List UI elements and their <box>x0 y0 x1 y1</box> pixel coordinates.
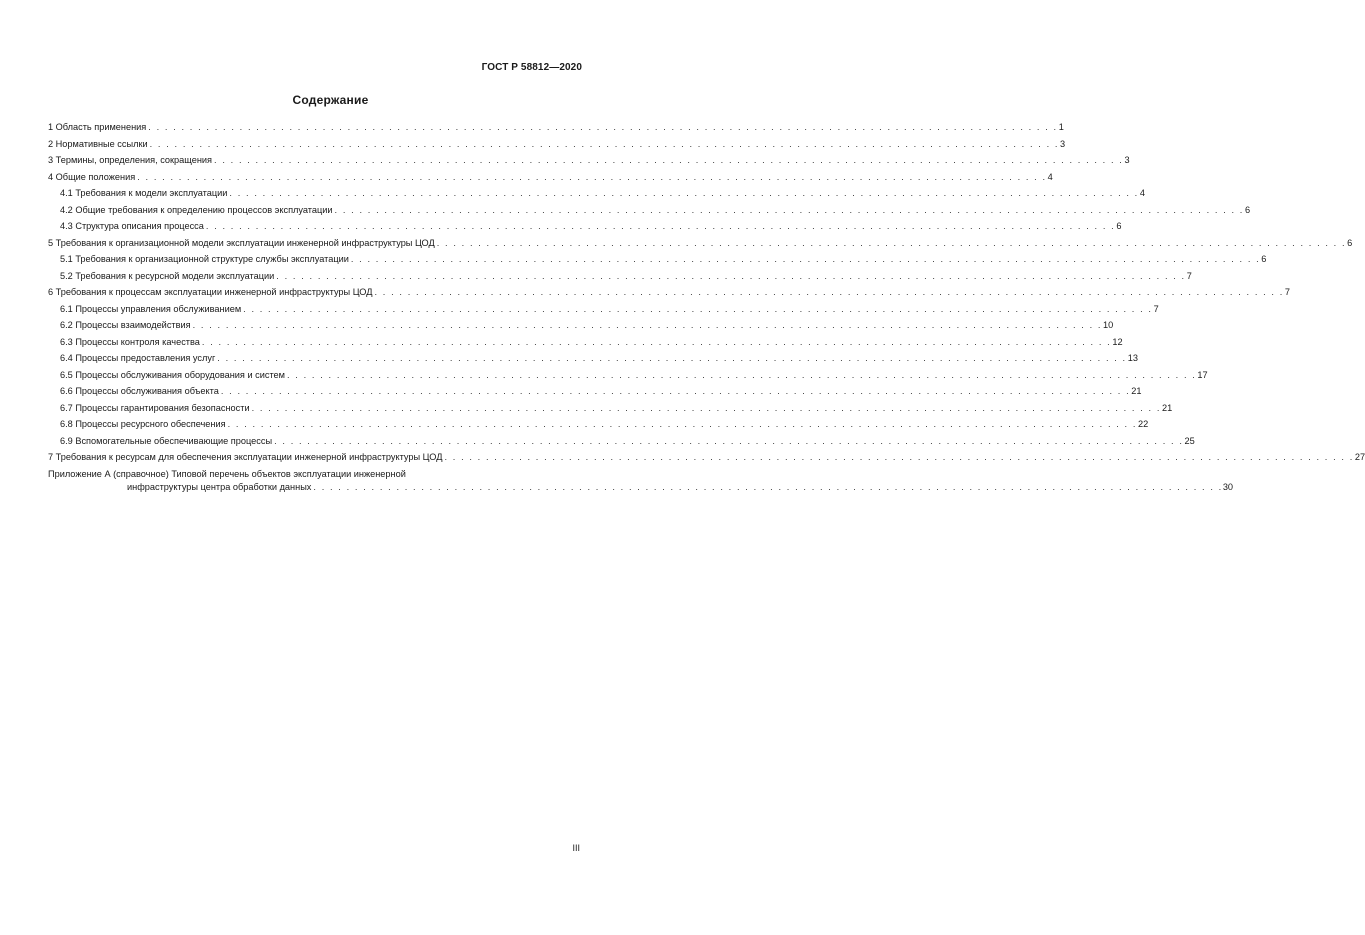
dot-leader: . . . . . . . . . . . . . . . . . . . . . . . . . . . . . . . . . . . . . . . . . . . . . . . . . . . . . . . . . . . . . . . . . . . . . . . . . . . . . . . . . . . . . . . . . . . . . . . . . . . . . . . . . . . . . . <box>243 303 1153 314</box>
appendix-title-line-2-row <box>48 481 1234 494</box>
toc-entry-text: 6.8 Процессы ресурсного обеспечения <box>60 419 226 429</box>
table-of-contents <box>48 119 1365 494</box>
toc-entry-text: 6.6 Процессы обслуживания объекта <box>60 386 219 396</box>
dot-leader: . . . . . . . . . . . . . . . . . . . . . . . . . . . . . . . . . . . . . . . . . . . . . . . . . . . . . . . . . . . . . . . . . . . . . . . . . . . . . . . . . . . . . . . . . . . . . . . . . . . . . . . . . . . . . . <box>217 353 1127 363</box>
dot-leader: . . . . . . . . . . . . . . . . . . . . . . . . . . . . . . . . . . . . . . . . . . . . . . . . . . . . . . . . . . . . . . . . . . . . . . . . . . . . . . . . . . . . . . . . . . . . . . . . . . . . . . . . . . . . . . <box>214 155 1124 165</box>
toc-entry-text: 5.2 Требования к ресурсной модели эксплуатации <box>60 270 275 281</box>
toc-entry-text: 6.2 Процессы взаимодействия <box>60 320 191 330</box>
toc-entry-4-2[interactable] <box>48 202 1251 219</box>
dot-leader: . . . . . . . . . . . . . . . . . . . . . . . . . . . . . . . . . . . . . . . . . . . . . . . . . . . . . . . . . . . . . . . . . . . . . . . . . . . . . . . . . . . . . . . . . . . . . . . . . . . . . . . . . . . . . . <box>192 320 1103 330</box>
toc-page-number: 17 <box>1197 369 1208 380</box>
toc-entry-text: 6.1 Процессы управления обслуживанием <box>60 303 242 314</box>
dot-leader: . . . . . . . . . . . . . . . . . . . . . . . . . . . . . . . . . . . . . . . . . . . . . . . . . . . . . . . . . . . . . . . . . . . . . . . . . . . . . . . . . . . . . . . . . . . . . . . . . . . . . . . . . . . . . . <box>334 204 1244 215</box>
toc-page-number: 4 <box>1139 188 1145 198</box>
toc-entry-appendix-a[interactable] <box>48 468 1234 494</box>
toc-entry-6-7[interactable] <box>48 400 1173 417</box>
dot-leader: . . . . . . . . . . . . . . . . . . . . . . . . . . . . . . . . . . . . . . . . . . . . . . . . . . . . . . . . . . . . . . . . . . . . . . . . . . . . . . . . . . . . . . . . . . . . . . . . . . . . . . . . . . . . . . <box>149 138 1060 149</box>
toc-page-number: 12 <box>1112 336 1123 347</box>
toc-entry-text: 4.3 Структура описания процесса <box>60 221 204 231</box>
toc-page-number: 3 <box>1124 155 1130 165</box>
toc-entry-text: 4 Общие положения <box>48 171 136 182</box>
dot-leader: . . . . . . . . . . . . . . . . . . . . . . . . . . . . . . . . . . . . . . . . . . . . . . . . . . . . . . . . . . . . . . . . . . . . . . . . . . . . . . . . . . . . . . . . . . . . . . . . . . . . . . . . . . . . . . <box>276 270 1186 281</box>
dot-leader: . . . . . . . . . . . . . . . . . . . . . . . . . . . . . . . . . . . . . . . . . . . . . . . . . . . . . . . . . . . . . . . . . . . . . . . . . . . . . . . . . . . . . . . . . . . . . . . . . . . . . . . . . . . . . . <box>286 369 1197 380</box>
page-number: III <box>572 843 580 853</box>
dot-leader: . . . . . . . . . . . . . . . . . . . . . . . . . . . . . . . . . . . . . . . . . . . . . . . . . . . . . . . . . . . . . . . . . . . . . . . . . . . . . . . . . . . . . . . . . . . . . . . . . . . . . . . . . . . . . . <box>444 452 1354 462</box>
toc-entry-2[interactable] <box>48 136 1066 153</box>
toc-entry-1[interactable] <box>48 119 1064 136</box>
toc-page-number: 6 <box>1347 237 1353 248</box>
toc-page-number: 22 <box>1138 419 1149 429</box>
dot-leader: . . . . . . . . . . . . . . . . . . . . . . . . . . . . . . . . . . . . . . . . . . . . . . . . . . . . . . . . . . . . . . . . . . . . . . . . . . . . . . . . . . . . . . . . . . . . . . . . . . . . . . . . . . . . . . <box>274 435 1184 446</box>
toc-page-number: 13 <box>1127 353 1138 363</box>
toc-entry-text: 7 Требования к ресурсам для обеспечения эксплуатации инженерной инфраструктуры ЦОД <box>48 452 443 462</box>
dot-leader: . . . . . . . . . . . . . . . . . . . . . . . . . . . . . . . . . . . . . . . . . . . . . . . . . . . . . . . . . . . . . . . . . . . . . . . . . . . . . . . . . . . . . . . . . . . . . . . . . . . . . . . . . . . . . . <box>350 254 1261 264</box>
document-code: ГОСТ Р 58812—2020 <box>481 62 582 73</box>
toc-entry-6-1[interactable] <box>48 301 1159 318</box>
appendix-title-line-2: инфраструктуры центра обработки данных <box>127 481 312 492</box>
toc-page-number: 7 <box>1186 270 1192 281</box>
toc-page-number: 6 <box>1116 221 1122 231</box>
toc-entry-text: 4.2 Общие требования к определению процессов эксплуатации <box>60 204 333 215</box>
toc-page-number: 30 <box>1222 481 1234 492</box>
toc-entry-text: 6.5 Процессы обслуживания оборудования и систем <box>60 369 285 380</box>
toc-entry-text: 6.9 Вспомогательные обеспечивающие процессы <box>60 435 273 446</box>
toc-page-number: 25 <box>1184 435 1195 446</box>
dot-leader: . . . . . . . . . . . . . . . . . . . . . . . . . . . . . . . . . . . . . . . . . . . . . . . . . . . . . . . . . . . . . . . . . . . . . . . . . . . . . . . . . . . . . . . . . . . . . . . . . . . . . . . . . . . . . . <box>148 122 1058 132</box>
dot-leader: . . . . . . . . . . . . . . . . . . . . . . . . . . . . . . . . . . . . . . . . . . . . . . . . . . . . . . . . . . . . . . . . . . . . . . . . . . . . . . . . . . . . . . . . . . . . . . . . . . . . . . . . . . . . . . <box>374 287 1284 297</box>
dot-leader: . . . . . . . . . . . . . . . . . . . . . . . . . . . . . . . . . . . . . . . . . . . . . . . . . . . . . . . . . . . . . . . . . . . . . . . . . . . . . . . . . . . . . . . . . . . . . . . . . . . . . . . . . . . . . . <box>201 336 1112 347</box>
toc-entry-4-3[interactable] <box>48 218 1122 235</box>
toc-page-number: 7 <box>1284 287 1291 297</box>
toc-entry-text: 5 Требования к организационной модели эксплуатации инженерной инфраструктуры ЦОД <box>48 237 435 248</box>
toc-page-number: 10 <box>1103 320 1114 330</box>
toc-page-number: 1 <box>1058 122 1064 132</box>
toc-entry-6-4[interactable] <box>48 350 1138 367</box>
toc-entry-6-6[interactable] <box>48 383 1142 400</box>
toc-entry-5-2[interactable] <box>48 268 1192 285</box>
toc-entry-text: 3 Термины, определения, сокращения <box>48 155 213 165</box>
toc-entry-6-8[interactable] <box>48 416 1149 433</box>
toc-entry-3[interactable] <box>48 152 1130 169</box>
dot-leader: . . . . . . . . . . . . . . . . . . . . . . . . . . . . . . . . . . . . . . . . . . . . . . . . . . . . . . . . . . . . . . . . . . . . . . . . . . . . . . . . . . . . . . . . . . . . . . . . . . . . . . . . . . . . . . <box>436 237 1347 248</box>
toc-page-number: 6 <box>1261 254 1267 264</box>
toc-entry-6-5[interactable] <box>48 367 1208 384</box>
toc-entry-4[interactable] <box>48 169 1053 186</box>
toc-entry-5[interactable] <box>48 235 1353 252</box>
appendix-title-line-1: Приложение А (справочное) Типовой перечень объектов эксплуатации инженерной <box>48 468 406 479</box>
toc-entry-text: 6.3 Процессы контроля качества <box>60 336 200 347</box>
toc-page-number: 7 <box>1153 303 1159 314</box>
toc-page-number: 21 <box>1162 402 1173 413</box>
toc-page-number: 4 <box>1047 171 1053 182</box>
toc-page-number: 21 <box>1131 386 1142 396</box>
dot-leader: . . . . . . . . . . . . . . . . . . . . . . . . . . . . . . . . . . . . . . . . . . . . . . . . . . . . . . . . . . . . . . . . . . . . . . . . . . . . . . . . . . . . . . . . . . . . . . . . . . . . . . . . . . . . . . <box>227 419 1138 429</box>
toc-page-number: 27 <box>1354 452 1365 462</box>
dot-leader: . . . . . . . . . . . . . . . . . . . . . . . . . . . . . . . . . . . . . . . . . . . . . . . . . . . . . . . . . . . . . . . . . . . . . . . . . . . . . . . . . . . . . . . . . . . . . . . . . . . . . . . . . . . . . . <box>220 386 1131 396</box>
toc-entry-4-1[interactable] <box>48 185 1145 202</box>
toc-entry-text: 2 Нормативные ссылки <box>48 138 148 149</box>
dot-leader: . . . . . . . . . . . . . . . . . . . . . . . . . . . . . . . . . . . . . . . . . . . . . . . . . . . . . . . . . . . . . . . . . . . . . . . . . . . . . . . . . . . . . . . . . . . . . . . . . . . . . . . . . . . . . . <box>137 171 1047 182</box>
toc-entry-text: 1 Область применения <box>48 122 147 132</box>
toc-page-number: 6 <box>1244 204 1251 215</box>
toc-entry-6-2[interactable] <box>48 317 1114 334</box>
toc-entry-text: 4.1 Требования к модели эксплуатации <box>60 188 228 198</box>
dot-leader: . . . . . . . . . . . . . . . . . . . . . . . . . . . . . . . . . . . . . . . . . . . . . . . . . . . . . . . . . . . . . . . . . . . . . . . . . . . . . . . . . . . . . . . . . . . . . . . . . . . . . . . . . . . . . . <box>205 221 1116 231</box>
dot-leader: . . . . . . . . . . . . . . . . . . . . . . . . . . . . . . . . . . . . . . . . . . . . . . . . . . . . . . . . . . . . . . . . . . . . . . . . . . . . . . . . . . . . . . . . . . . . . . . . . . . . . . . . . . . . . . <box>229 188 1139 198</box>
toc-entry-6-9[interactable] <box>48 433 1195 450</box>
toc-entry-text: 6.4 Процессы предоставления услуг <box>60 353 216 363</box>
dot-leader: . . . . . . . . . . . . . . . . . . . . . . . . . . . . . . . . . . . . . . . . . . . . . . . . . . . . . . . . . . . . . . . . . . . . . . . . . . . . . . . . . . . . . . . . . . . . . . . . . . . . . . . . . . . . . . <box>313 481 1223 492</box>
toc-entry-text: 6.7 Процессы гарантирования безопасности <box>60 402 250 413</box>
toc-title: Содержание <box>292 93 369 107</box>
dot-leader: . . . . . . . . . . . . . . . . . . . . . . . . . . . . . . . . . . . . . . . . . . . . . . . . . . . . . . . . . . . . . . . . . . . . . . . . . . . . . . . . . . . . . . . . . . . . . . . . . . . . . . . . . . . . . . <box>251 402 1161 413</box>
toc-page-number: 3 <box>1060 138 1066 149</box>
toc-entry-5-1[interactable] <box>48 251 1267 268</box>
toc-entry-text: 6 Требования к процессам эксплуатации инженерной инфраструктуры ЦОД <box>48 287 373 297</box>
toc-entry-6[interactable] <box>48 284 1291 301</box>
toc-entry-7[interactable] <box>48 449 1365 466</box>
toc-entry-6-3[interactable] <box>48 334 1123 351</box>
toc-entry-text: 5.1 Требования к организационной структуре службы эксплуатации <box>60 254 349 264</box>
